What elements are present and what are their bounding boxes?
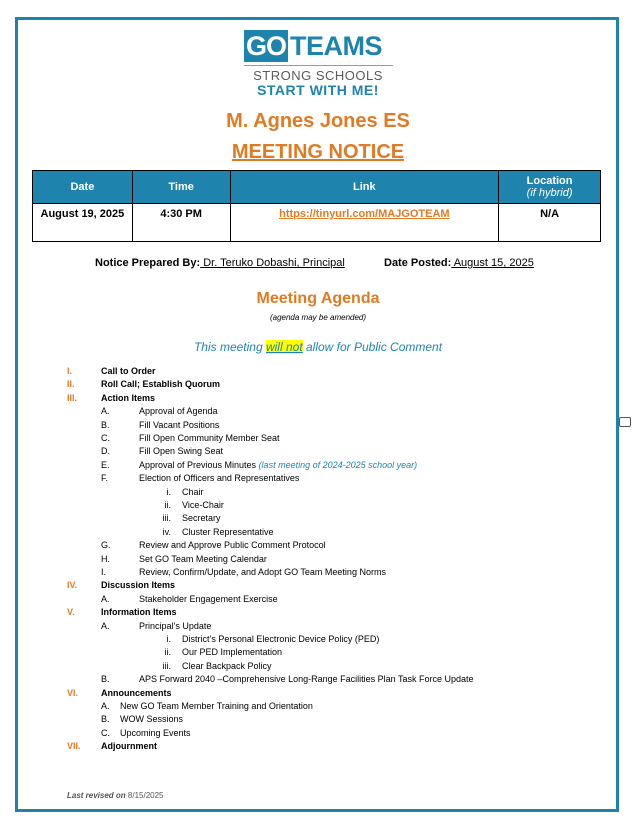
agenda-item-number: B. — [101, 674, 110, 685]
agenda-item-text: Chair — [182, 486, 204, 497]
header-link: Link — [230, 171, 499, 204]
agenda-item-number: A. — [101, 620, 110, 631]
agenda-item-number: E. — [101, 459, 110, 470]
agenda-item-number: II. — [67, 379, 75, 390]
agenda-item — [101, 606, 177, 619]
agenda-item-text: Roll Call; Establish Quorum — [101, 379, 221, 390]
posted-value: August 15, 2025 — [451, 257, 534, 269]
agenda-item-text: Upcoming Events — [120, 727, 191, 738]
agenda-item-text: Fill Open Swing Seat — [139, 446, 224, 457]
agenda-item-number: I. — [101, 567, 107, 577]
agenda-item — [139, 419, 219, 432]
agenda-item-number: A. — [101, 593, 110, 604]
agenda-title: Meeting Agenda — [256, 290, 380, 307]
agenda-item-text: Fill Vacant Positions — [139, 419, 220, 430]
agenda-item — [139, 445, 223, 458]
agenda-item — [139, 432, 280, 445]
agenda-item — [182, 526, 274, 539]
agenda-item — [120, 700, 313, 713]
logo-rule — [244, 65, 393, 66]
agenda-item-number: ii. — [164, 500, 171, 510]
last-revised — [67, 791, 164, 800]
agenda-item-number: G. — [101, 540, 111, 551]
agenda-subtitle: (agenda may be amended) — [269, 313, 367, 322]
agenda-item-text: Set GO Team Meeting Calendar — [139, 553, 267, 564]
agenda-item — [120, 727, 191, 740]
agenda-item-number: B. — [101, 419, 110, 430]
agenda-item-text: Cluster Representative — [182, 526, 274, 537]
agenda-item-number: D. — [101, 446, 110, 457]
agenda-item — [101, 687, 172, 700]
agenda-item — [182, 646, 282, 659]
agenda-item-number: VII. — [67, 741, 81, 752]
prepared-label: Notice Prepared By: — [95, 257, 201, 269]
agenda-item-number: ii. — [164, 647, 171, 658]
agenda-item — [182, 633, 379, 646]
header-location-label: Location — [526, 175, 573, 187]
agenda-item-number: V. — [67, 607, 75, 618]
revised-label: Last revised on — [67, 791, 126, 800]
agenda-item-number: C. — [101, 433, 110, 443]
agenda-item — [101, 392, 155, 405]
agenda-item-note: (last meeting of 2024-2025 school year) — [258, 459, 418, 470]
agenda-item — [139, 553, 267, 566]
agenda-item — [139, 673, 474, 686]
agenda-item — [101, 378, 220, 391]
agenda-item-number: iii. — [162, 660, 171, 671]
agenda-item — [120, 713, 183, 726]
agenda-item-text: Announcements — [101, 687, 172, 698]
cell-link — [230, 204, 499, 242]
agenda-item-number: I. — [67, 366, 73, 376]
header-location-sub: (if hybrid) — [526, 187, 573, 199]
agenda-item — [139, 539, 326, 552]
agenda-item-text: Principal’s Update — [139, 620, 212, 631]
agenda-item-text: Approval of Previous Minutes — [139, 459, 259, 470]
agenda-item — [101, 365, 156, 378]
agenda-item — [182, 660, 272, 673]
agenda-item-number: i. — [166, 486, 171, 497]
public-comment-highlight: will not — [265, 340, 303, 354]
agenda-item — [139, 593, 278, 606]
logo-tagline-2: START WITH ME! — [257, 82, 379, 98]
agenda-item — [139, 620, 211, 633]
agenda-item-number: i. — [166, 634, 171, 644]
agenda-item-text: WOW Sessions — [120, 714, 184, 725]
agenda-item-text: Stakeholder Engagement Exercise — [139, 593, 278, 604]
school-name: M. Agnes Jones ES — [226, 110, 410, 132]
header-location — [499, 171, 601, 204]
agenda-item-text: Information Items — [101, 607, 177, 618]
public-comment-after: allow for Public Comment — [302, 340, 443, 354]
agenda-item-text: Approval of Agenda — [139, 406, 218, 417]
agenda-item-number: A. — [101, 406, 110, 417]
agenda-item-number: III. — [67, 392, 78, 403]
agenda-item-text: Clear Backpack Policy — [182, 660, 272, 671]
agenda-item-number: C. — [101, 727, 110, 738]
header-time: Time — [132, 171, 230, 204]
logo-teams: TEAMS — [290, 31, 383, 61]
agenda-item-text: APS Forward 2040 –Comprehensive Long-Range Facilities Plan Task Force Update — [139, 674, 474, 685]
goteams-logo — [0, 30, 636, 98]
public-comment-notice — [0, 340, 636, 354]
agenda-item-number: iii. — [162, 513, 171, 524]
agenda-item — [182, 486, 204, 499]
agenda-item-number: H. — [101, 553, 110, 564]
agenda-item-text: Discussion Items — [101, 580, 176, 591]
cell-location: N/A — [499, 204, 601, 242]
agenda-item-text: Fill Open Community Member Seat — [139, 433, 280, 443]
agenda-item-text: Our PED Implementation — [182, 647, 283, 658]
agenda-item-text: Call to Order — [101, 366, 156, 376]
posted-label: Date Posted: — [384, 257, 452, 269]
agenda-item-text: District’s Personal Electronic Device Policy (PED) — [182, 634, 380, 644]
agenda-item-text: Review, Confirm/Update, and Adopt GO Team Meeting Norms — [139, 567, 386, 577]
prepared-by — [95, 257, 345, 269]
date-posted — [384, 257, 534, 269]
agenda-item-number: F. — [101, 473, 109, 484]
notice-title: MEETING NOTICE — [231, 141, 405, 163]
agenda-item — [139, 472, 299, 485]
revised-date: 8/15/2025 — [125, 791, 164, 800]
agenda-item-text: Action Items — [101, 392, 156, 403]
agenda-item-number: iv. — [162, 526, 171, 537]
agenda-item-number: VI. — [67, 687, 79, 698]
agenda-item — [101, 579, 175, 592]
agenda-item — [139, 405, 218, 418]
meeting-link[interactable]: https://tinyurl.com/MAJGOTEAM — [279, 208, 450, 220]
agenda-item-text: Secretary — [182, 513, 221, 524]
agenda-item-text: Adjournment — [101, 741, 157, 752]
agenda-item — [182, 512, 221, 525]
prepared-value: Dr. Teruko Dobashi, Principal — [200, 257, 345, 269]
agenda-item-text: New GO Team Member Training and Orientation — [120, 701, 313, 711]
agenda-item — [101, 740, 157, 753]
agenda-item — [139, 566, 386, 579]
logo-tagline-1: STRONG SCHOOLS — [253, 68, 383, 83]
logo-go: GO — [246, 31, 287, 61]
agenda-item — [182, 499, 224, 512]
header-date: Date — [33, 171, 133, 204]
agenda-item-number: IV. — [67, 580, 78, 591]
comment-icon[interactable] — [619, 417, 631, 427]
agenda-item-number: A. — [101, 701, 110, 711]
public-comment-before: This meeting — [193, 340, 266, 354]
agenda-item — [139, 459, 417, 472]
agenda-item-text: Election of Officers and Representatives — [139, 473, 300, 484]
cell-date: August 19, 2025 — [33, 204, 133, 242]
meeting-info-table — [32, 170, 601, 242]
cell-time: 4:30 PM — [132, 204, 230, 242]
agenda-item-text: Review and Approve Public Comment Protocol — [139, 540, 326, 551]
agenda-item-number: B. — [101, 714, 110, 725]
agenda-item-text: Vice-Chair — [182, 500, 224, 510]
